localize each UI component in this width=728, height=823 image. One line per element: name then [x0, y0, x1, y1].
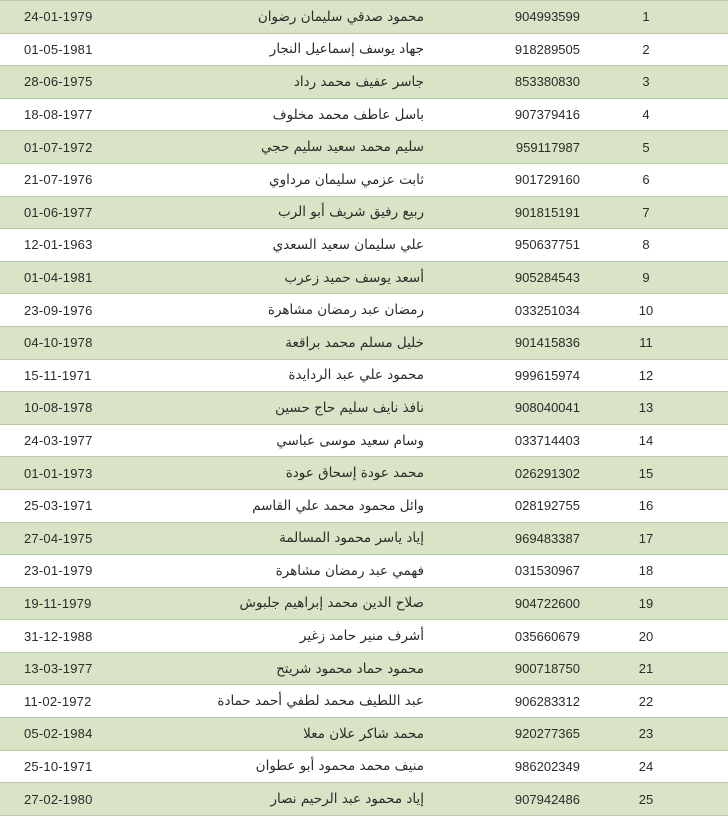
- birth-date-cell: 28-06-1975: [0, 66, 172, 99]
- id-number-cell: 920277365: [444, 718, 594, 751]
- full-name-cell: محمود صدقي سليمان رضوان: [172, 1, 444, 34]
- table-row: [0, 685, 728, 718]
- table-row: [0, 261, 728, 294]
- full-name-cell: رمضان عبد رمضان مشاهرة: [172, 294, 444, 327]
- full-name-cell: إياد ياسر محمود المسالمة: [172, 522, 444, 555]
- row-number-cell: 10: [594, 294, 728, 327]
- id-number-cell: 907379416: [444, 98, 594, 131]
- birth-date-cell: 23-01-1979: [0, 555, 172, 588]
- table-row: [0, 555, 728, 588]
- table-row: [0, 652, 728, 685]
- row-number-cell: 16: [594, 489, 728, 522]
- id-number-cell: 031530967: [444, 555, 594, 588]
- full-name-cell: علي سليمان سعيد السعدي: [172, 229, 444, 262]
- row-number-cell: 3: [594, 66, 728, 99]
- id-number-cell: 033714403: [444, 424, 594, 457]
- birth-date-cell: 11-02-1972: [0, 685, 172, 718]
- full-name-cell: أشرف منير حامد زغير: [172, 620, 444, 653]
- row-number-cell: 19: [594, 587, 728, 620]
- birth-date-cell: 01-04-1981: [0, 261, 172, 294]
- row-number-cell: 12: [594, 359, 728, 392]
- table-row: [0, 33, 728, 66]
- table-row: [0, 294, 728, 327]
- table-row: [0, 163, 728, 196]
- birth-date-cell: 24-01-1979: [0, 1, 172, 34]
- full-name-cell: منيف محمد محمود أبو عطوان: [172, 750, 444, 783]
- row-number-cell: 17: [594, 522, 728, 555]
- full-name-cell: فهمي عبد رمضان مشاهرة: [172, 555, 444, 588]
- birth-date-cell: 19-11-1979: [0, 587, 172, 620]
- full-name-cell: خليل مسلم محمد براقعة: [172, 326, 444, 359]
- table-row: [0, 620, 728, 653]
- id-number-cell: 900718750: [444, 652, 594, 685]
- birth-date-cell: 05-02-1984: [0, 718, 172, 751]
- row-number-cell: 23: [594, 718, 728, 751]
- row-number-cell: 11: [594, 326, 728, 359]
- id-number-cell: 035660679: [444, 620, 594, 653]
- table-row: [0, 229, 728, 262]
- table-row: [0, 359, 728, 392]
- birth-date-cell: 01-07-1972: [0, 131, 172, 164]
- id-number-cell: 905284543: [444, 261, 594, 294]
- table-row: [0, 424, 728, 457]
- row-number-cell: 8: [594, 229, 728, 262]
- id-number-cell: 969483387: [444, 522, 594, 555]
- full-name-cell: سليم محمد سعيد سليم حجي: [172, 131, 444, 164]
- full-name-cell: وائل محمود محمد علي القاسم: [172, 489, 444, 522]
- full-name-cell: باسل عاطف محمد مخلوف: [172, 98, 444, 131]
- id-number-cell: 033251034: [444, 294, 594, 327]
- table-row: [0, 587, 728, 620]
- full-name-cell: وسام سعيد موسى عباسي: [172, 424, 444, 457]
- id-number-cell: 959117987: [444, 131, 594, 164]
- birth-date-cell: 12-01-1963: [0, 229, 172, 262]
- row-number-cell: 25: [594, 783, 728, 816]
- table-row: [0, 489, 728, 522]
- id-number-cell: 026291302: [444, 457, 594, 490]
- full-name-cell: جهاد يوسف إسماعيل النجار: [172, 33, 444, 66]
- row-number-cell: 22: [594, 685, 728, 718]
- id-number-cell: 904993599: [444, 1, 594, 34]
- full-name-cell: أسعد يوسف حميد زعرب: [172, 261, 444, 294]
- table-row: [0, 522, 728, 555]
- row-number-cell: 2: [594, 33, 728, 66]
- row-number-cell: 14: [594, 424, 728, 457]
- birth-date-cell: 23-09-1976: [0, 294, 172, 327]
- id-number-cell: 986202349: [444, 750, 594, 783]
- row-number-cell: 24: [594, 750, 728, 783]
- full-name-cell: نافذ نايف سليم حاج حسين: [172, 392, 444, 425]
- id-number-cell: 904722600: [444, 587, 594, 620]
- birth-date-cell: 10-08-1978: [0, 392, 172, 425]
- id-number-cell: 999615974: [444, 359, 594, 392]
- row-number-cell: 21: [594, 652, 728, 685]
- row-number-cell: 4: [594, 98, 728, 131]
- full-name-cell: عبد اللطيف محمد لطفي أحمد حمادة: [172, 685, 444, 718]
- full-name-cell: جاسر عفيف محمد رداد: [172, 66, 444, 99]
- birth-date-cell: 31-12-1988: [0, 620, 172, 653]
- table-row: [0, 783, 728, 816]
- row-number-cell: 18: [594, 555, 728, 588]
- birth-date-cell: 01-05-1981: [0, 33, 172, 66]
- birth-date-cell: 21-07-1976: [0, 163, 172, 196]
- birth-date-cell: 13-03-1977: [0, 652, 172, 685]
- full-name-cell: محمود حماد محمود شريتح: [172, 652, 444, 685]
- table-row: [0, 131, 728, 164]
- birth-date-cell: 04-10-1978: [0, 326, 172, 359]
- table-row: [0, 98, 728, 131]
- id-number-cell: 853380830: [444, 66, 594, 99]
- id-number-cell: 906283312: [444, 685, 594, 718]
- table-row: [0, 196, 728, 229]
- birth-date-cell: 24-03-1977: [0, 424, 172, 457]
- row-number-cell: 5: [594, 131, 728, 164]
- row-number-cell: 1: [594, 1, 728, 34]
- id-number-cell: 901729160: [444, 163, 594, 196]
- id-number-cell: 901415836: [444, 326, 594, 359]
- row-number-cell: 15: [594, 457, 728, 490]
- full-name-cell: محمد عودة إسحاق عودة: [172, 457, 444, 490]
- birth-date-cell: 15-11-1971: [0, 359, 172, 392]
- table-row: [0, 750, 728, 783]
- table-row: [0, 66, 728, 99]
- id-number-cell: 901815191: [444, 196, 594, 229]
- birth-date-cell: 25-10-1971: [0, 750, 172, 783]
- id-number-cell: 907942486: [444, 783, 594, 816]
- full-name-cell: ثابت عزمي سليمان مرداوي: [172, 163, 444, 196]
- row-number-cell: 6: [594, 163, 728, 196]
- birth-date-cell: 18-08-1977: [0, 98, 172, 131]
- birth-date-cell: 01-01-1973: [0, 457, 172, 490]
- full-name-cell: محمد شاكر علان معلا: [172, 718, 444, 751]
- full-name-cell: ربيع رفيق شريف أبو الرب: [172, 196, 444, 229]
- table-row: [0, 1, 728, 34]
- id-number-cell: 918289505: [444, 33, 594, 66]
- id-number-cell: 908040041: [444, 392, 594, 425]
- full-name-cell: إياد محمود عبد الرحيم نصار: [172, 783, 444, 816]
- row-number-cell: 13: [594, 392, 728, 425]
- names-table-body: [0, 1, 728, 816]
- table-row: [0, 718, 728, 751]
- table-row: [0, 392, 728, 425]
- table-row: [0, 326, 728, 359]
- id-number-cell: 950637751: [444, 229, 594, 262]
- birth-date-cell: 27-04-1975: [0, 522, 172, 555]
- birth-date-cell: 01-06-1977: [0, 196, 172, 229]
- birth-date-cell: 25-03-1971: [0, 489, 172, 522]
- birth-date-cell: 27-02-1980: [0, 783, 172, 816]
- full-name-cell: صلاح الدين محمد إبراهيم جلبوش: [172, 587, 444, 620]
- table-row: [0, 457, 728, 490]
- id-number-cell: 028192755: [444, 489, 594, 522]
- row-number-cell: 20: [594, 620, 728, 653]
- full-name-cell: محمود علي عبد الردايدة: [172, 359, 444, 392]
- row-number-cell: 9: [594, 261, 728, 294]
- row-number-cell: 7: [594, 196, 728, 229]
